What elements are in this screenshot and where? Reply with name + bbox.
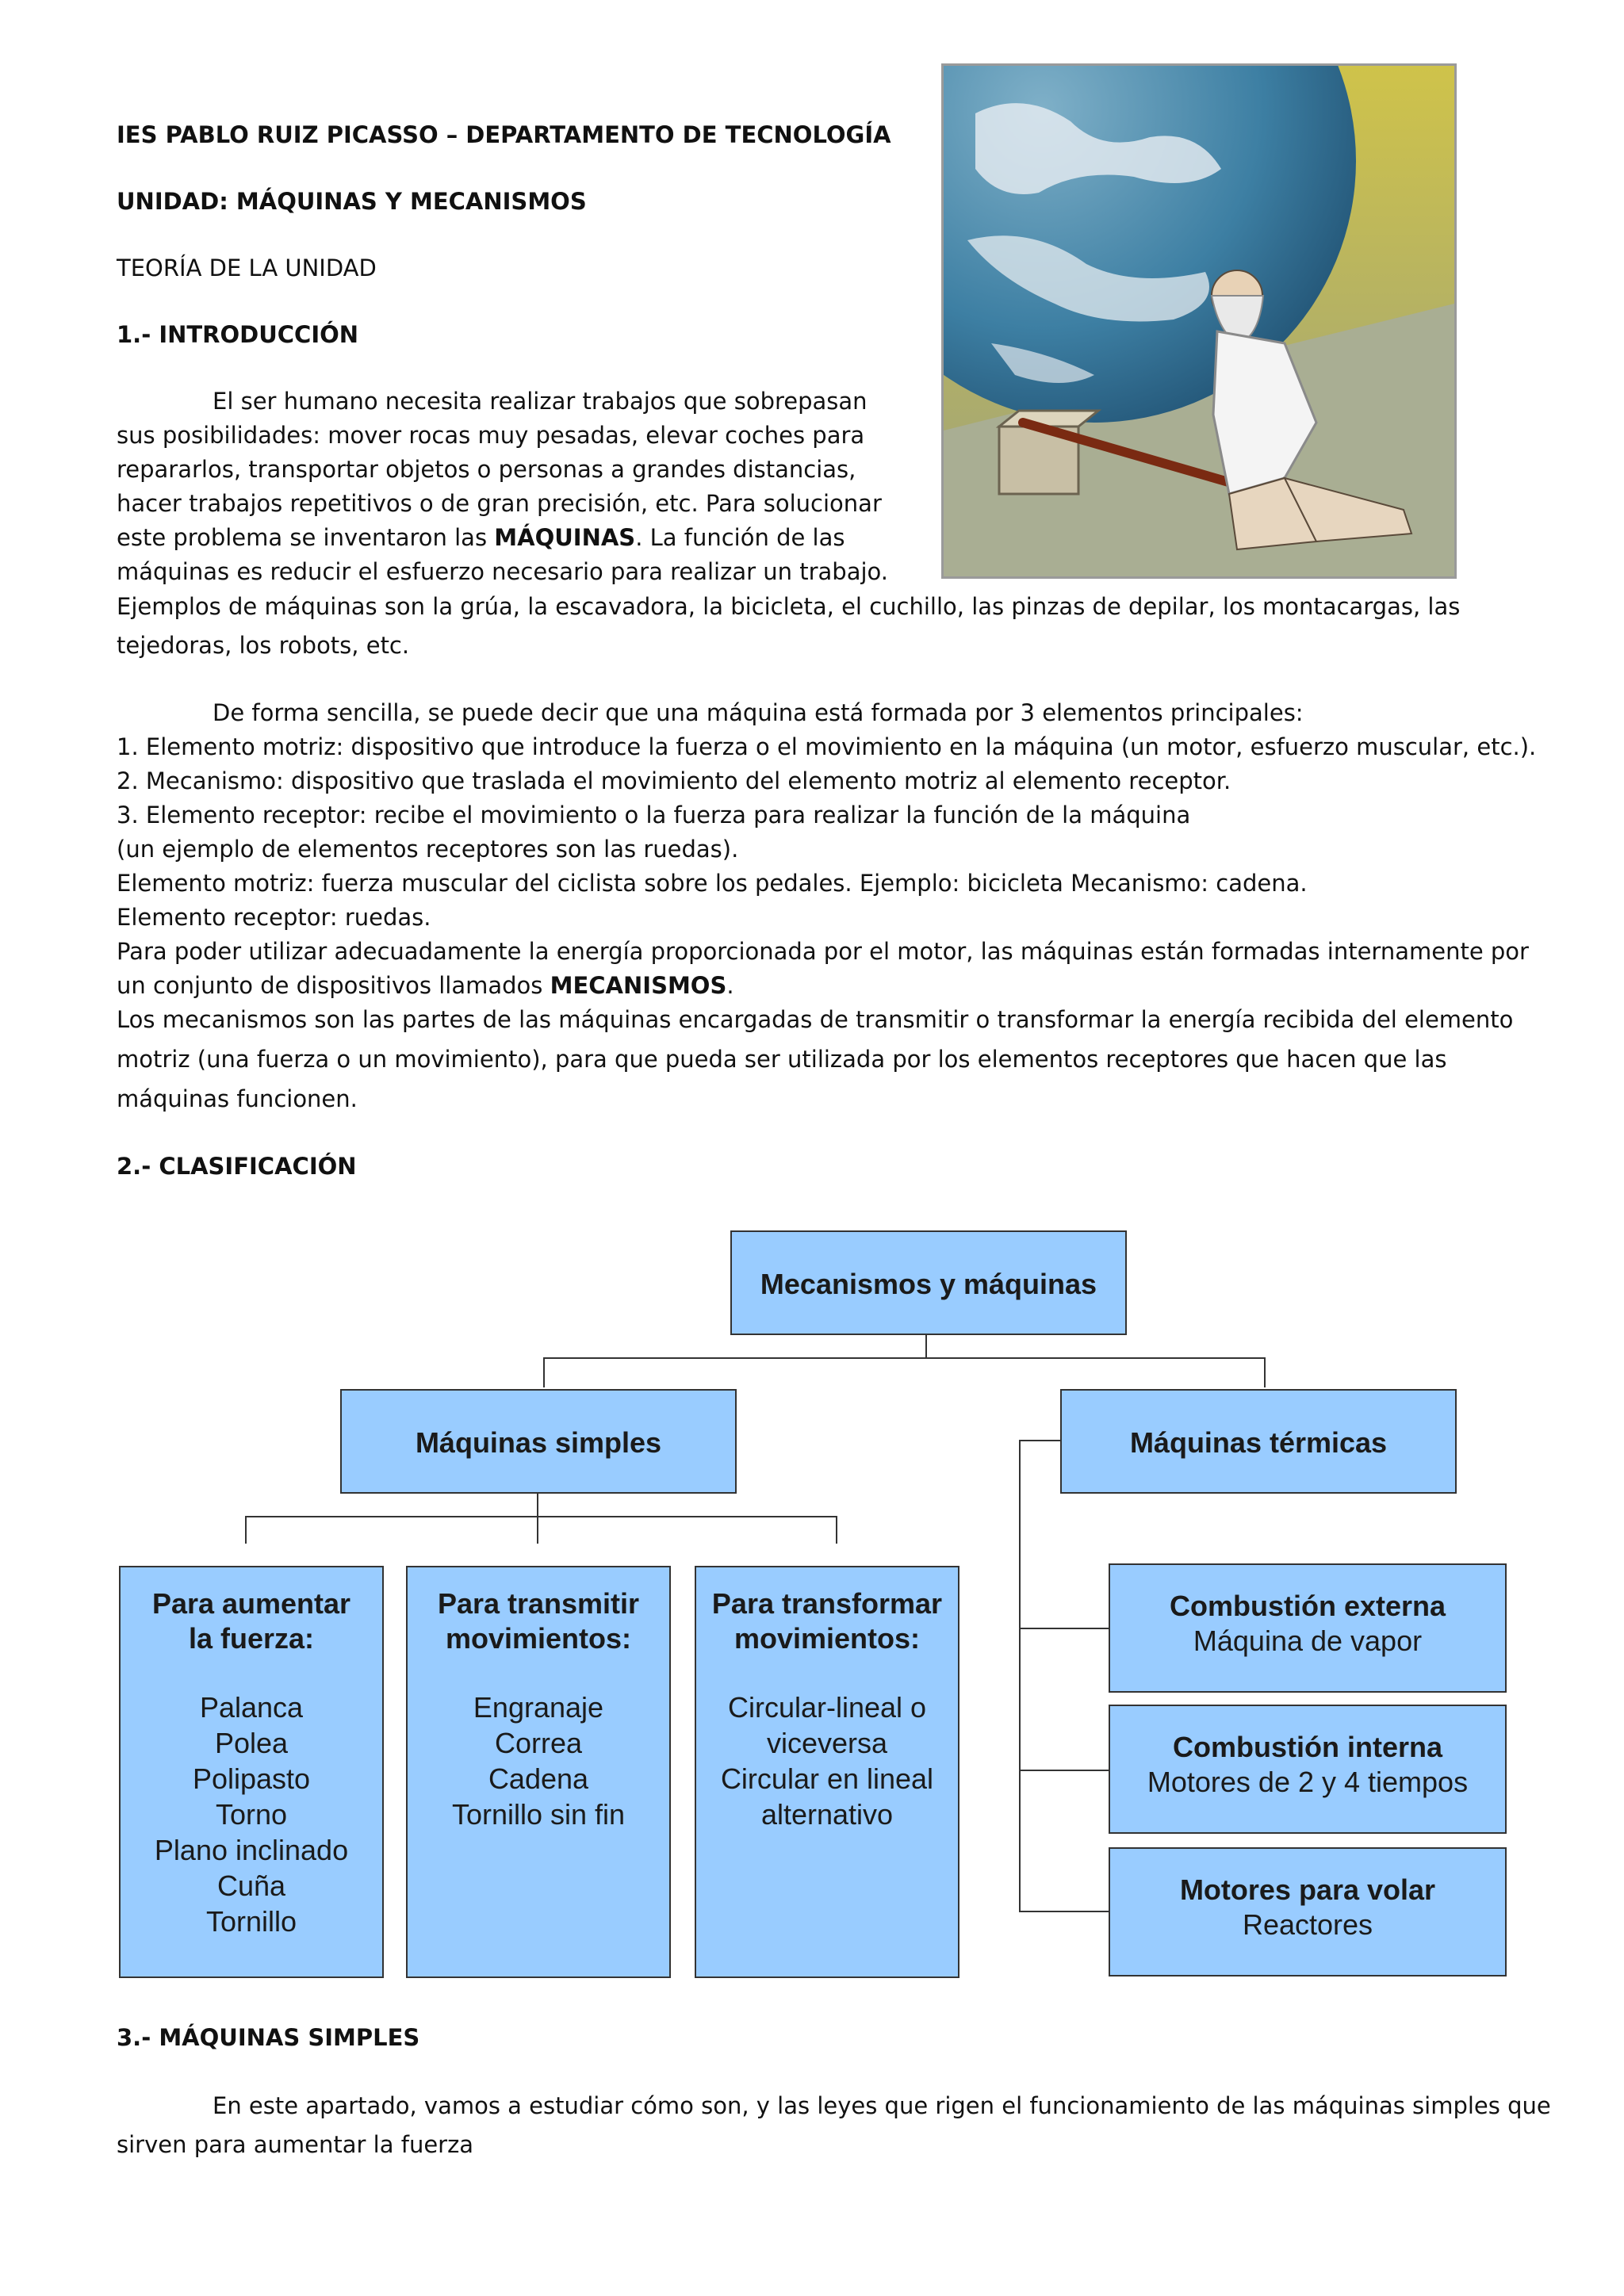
connector [1019,1628,1110,1629]
flying-engines-box [1109,1847,1507,1976]
elements-line-5: (un ejemplo de elementos receptores son las ruedas). [117,836,739,863]
force-item: Torno [215,1798,288,1831]
intro-line-3: repararlos, transportar objetos o personas a grandes distancias, [117,456,856,483]
intro-line-5-c: . La función de las [635,524,845,551]
intro-line-6: máquinas es reducir el esfuerzo necesario para realizar un trabajo. [117,558,888,585]
simple-machines-label: Máquinas simples [415,1426,662,1459]
transmit-item: Tornillo sin fin [451,1798,626,1831]
transform-motion-box [695,1566,959,1978]
external-combustion-box [1109,1563,1507,1693]
root-box [730,1230,1127,1335]
simple-machines-line-1: En este apartado, vamos a estudiar cómo son, y las leyes que rigen el funcionamiento de las máquinas simples que [213,2092,1551,2119]
elements-line-6: Elemento motriz: fuerza muscular del ciclista sobre los pedales. Ejemplo: bicicleta Mecanismo: cadena. [117,870,1308,897]
external-combustion-title: Combustión externa [1169,1590,1446,1622]
section-3-heading: 3.- MÁQUINAS SIMPLES [117,2024,420,2051]
transform-item: Circular en lineal [720,1762,934,1795]
elements-line-9-c: . [726,972,734,999]
flying-engines-sub: Reactores [1242,1908,1373,1941]
transform-title-2: movimientos: [733,1622,921,1655]
intro-line-7: Ejemplos de máquinas son la grúa, la escavadora, la bicicleta, el cuchillo, las pinzas de depilar, los montacargas, las [117,593,1461,620]
transmit-item: Cadena [488,1762,589,1795]
elements-line-8: Para poder utilizar adecuadamente la energía proporcionada por el motor, las máquinas están formadas internamente por [117,938,1529,965]
connector [836,1516,837,1544]
force-title-2: la fuerza: [188,1622,315,1655]
increase-force-box [119,1566,384,1978]
intro-line-4: hacer trabajos repetitivos o de gran precisión, etc. Para solucionar [117,490,882,517]
external-combustion-sub: Máquina de vapor [1193,1624,1423,1657]
connector [543,1357,545,1387]
elements-line-4: 3. Elemento receptor: recibe el movimiento o la fuerza para realizar la función de la máquina [117,802,1191,828]
transmit-motion-box [406,1566,671,1978]
thermal-machines-label: Máquinas térmicas [1129,1426,1388,1459]
force-title-1: Para aumentar [151,1587,351,1620]
force-item: Plano inclinado [154,1834,349,1866]
internal-combustion-title: Combustión interna [1173,1731,1442,1763]
connector [1019,1770,1110,1771]
connector [1019,1911,1110,1912]
transform-title-1: Para transformar [711,1587,943,1620]
connector [1019,1440,1021,1912]
intro-line-2: sus posibilidades: mover rocas muy pesadas, elevar coches para [117,422,865,449]
connector [925,1334,927,1357]
thermal-machines-box [1060,1389,1457,1494]
simple-machines-line-2: sirven para aumentar la fuerza [117,2131,474,2158]
transmit-title-2: movimientos: [445,1622,632,1655]
mechanisms-line-1: Los mecanismos son las partes de las máquinas encargadas de transmitir o transformar la energía recibida del elemento [117,1006,1514,1033]
internal-combustion-box [1109,1705,1507,1834]
elements-line-3: 2. Mecanismo: dispositivo que traslada el movimiento del elemento motriz al elemento receptor. [117,767,1231,794]
force-item: Polea [214,1727,289,1759]
elements-line-1: De forma sencilla, se puede decir que una máquina está formada por 3 elementos principales: [213,699,1304,726]
connector [245,1516,247,1544]
elements-line-2: 1. Elemento motriz: dispositivo que introduce la fuerza o el movimiento en la máquina (un motor, esfuerzo muscular, etc.). [117,733,1537,760]
transform-item: alternativo [760,1798,894,1831]
transmit-item: Correa [494,1727,583,1759]
force-item: Polipasto [192,1762,311,1795]
root-label: Mecanismos y máquinas [760,1268,1097,1300]
mecanismos-term: MECANISMOS [550,972,727,999]
elements-line-9 [117,970,734,1001]
internal-combustion-sub: Motores de 2 y 4 tiempos [1147,1766,1469,1798]
intro-line-5 [117,522,845,553]
transform-item: Circular-lineal o [727,1691,927,1724]
intro-line-1: El ser humano necesita realizar trabajos que sobrepasan [213,388,868,415]
maquinas-term: MÁQUINAS [494,524,636,551]
transform-item: viceversa [766,1727,888,1759]
flying-engines-title: Motores para volar [1179,1873,1436,1906]
connector [245,1516,837,1517]
intro-line-5-a: este problema se inventaron las [117,524,495,551]
section-2-heading: 2.- CLASIFICACIÓN [117,1153,357,1180]
school-header: IES PABLO RUIZ PICASSO – DEPARTAMENTO DE TECNOLOGÍA [117,121,891,148]
simple-machines-box [340,1389,737,1494]
connector [543,1357,1266,1359]
connector [1264,1357,1266,1387]
transmit-item: Engranaje [473,1691,604,1724]
elements-line-9-a: un conjunto de dispositivos llamados [117,972,550,999]
elements-line-7: Elemento receptor: ruedas. [117,904,431,931]
force-item: Palanca [199,1691,304,1724]
unit-title: UNIDAD: MÁQUINAS Y MECANISMOS [117,188,587,215]
connector [537,1492,538,1516]
force-item: Cuña [216,1869,286,1902]
connector [1019,1440,1060,1441]
theory-label: TEORÍA DE LA UNIDAD [117,254,377,281]
intro-line-8: tejedoras, los robots, etc. [117,632,410,659]
mechanisms-line-2: motriz (una fuerza o un movimiento), para que pueda ser utilizada por los elementos receptores que hacen que las [117,1046,1447,1073]
archimedes-lever-illustration [941,63,1457,579]
connector [537,1516,538,1544]
section-1-heading: 1.- INTRODUCCIÓN [117,321,359,348]
force-item: Tornillo [205,1905,297,1938]
mechanisms-line-3: máquinas funcionen. [117,1085,358,1112]
classification-diagram [0,1221,1624,1982]
transmit-title-1: Para transmitir [437,1587,640,1620]
